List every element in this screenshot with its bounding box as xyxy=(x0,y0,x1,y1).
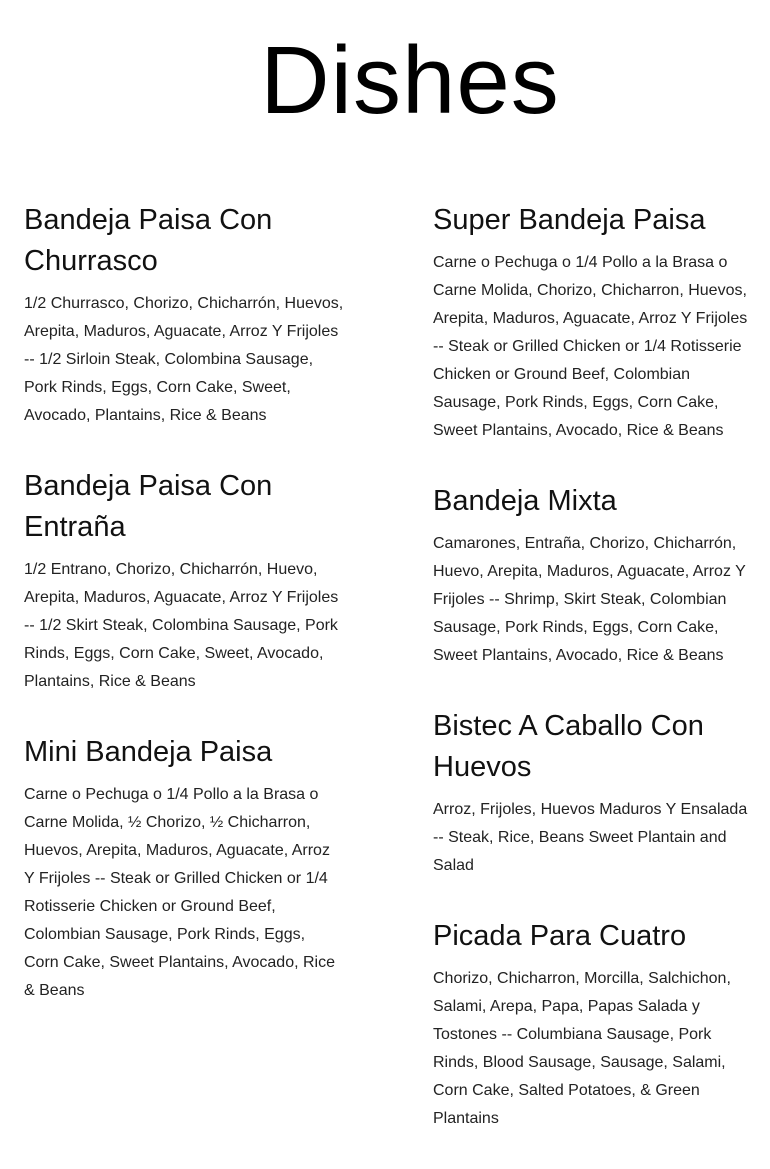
dish-item xyxy=(24,466,344,696)
dish-name: Super Bandeja Paisa xyxy=(433,204,706,236)
dish-item xyxy=(433,200,753,445)
dish-description: Carne o Pechuga o 1/4 Pollo a la Brasa o Carne Molida, Chorizo, Chicharron, Huevos, Arepita, Maduros, Aguacate, Arroz Y Frijoles -- Steak or Grilled Chicken or 1/4 Rotisserie Chicken or Ground Beef, Colombian Sausage, Pork Rinds, Eggs, Corn Cake, Sweet Plantains, Avocado, Rice & Beans xyxy=(433,254,748,439)
dish-name: Bandeja Paisa Con Churrasco xyxy=(24,204,273,277)
dish-name: Bandeja Mixta xyxy=(433,485,617,517)
dish-description: Chorizo, Chicharron, Morcilla, Salchichon, Salami, Arepa, Papa, Papas Salada y Tostones -- Columbiana Sausage, Pork Rinds, Blood Sausage, Sausage, Salami, Corn Cake, Salted Potatoes, & Green Plantains xyxy=(433,970,731,1127)
dish-item xyxy=(433,916,753,1133)
dish-name: Bistec A Caballo Con Huevos xyxy=(433,710,704,783)
dish-item xyxy=(24,732,344,1005)
dish-description: Arroz, Frijoles, Huevos Maduros Y Ensalada -- Steak, Rice, Beans Sweet Plantain and Salad xyxy=(433,801,748,874)
dish-name: Mini Bandeja Paisa xyxy=(24,736,273,768)
right-dish-column xyxy=(433,200,753,1169)
left-dish-column xyxy=(24,200,344,1041)
dish-description: 1/2 Churrasco, Chorizo, Chicharrón, Huevos, Arepita, Maduros, Aguacate, Arroz Y Frijoles -- 1/2 Sirloin Steak, Colombina Sausage, Pork Rinds, Eggs, Corn Cake, Sweet, Avocado, Plantains, Rice & Beans xyxy=(24,295,344,424)
page-title: Dishes xyxy=(260,27,560,134)
dish-item xyxy=(433,706,753,880)
dish-description: Carne o Pechuga o 1/4 Pollo a la Brasa o Carne Molida, ½ Chorizo, ½ Chicharron, Huevos, Arepita, Maduros, Aguacate, Arroz Y Frijoles -- Steak or Grilled Chicken or 1/4 Rotisserie Chicken or Ground Beef, Colombian Sausage, Pork Rinds, Eggs, Corn Cake, Sweet Plantains, Avocado, Rice & Beans xyxy=(24,786,335,999)
dish-description: Camarones, Entraña, Chorizo, Chicharrón, Huevo, Arepita, Maduros, Aguacate, Arroz Y Frijoles -- Shrimp, Skirt Steak, Colombian Sausage, Pork Rinds, Eggs, Corn Cake, Sweet Plantains, Avocado, Rice & Beans xyxy=(433,535,746,664)
dish-name: Bandeja Paisa Con Entraña xyxy=(24,470,273,543)
dish-item xyxy=(24,200,344,430)
dish-name: Picada Para Cuatro xyxy=(433,920,687,952)
dish-description: 1/2 Entrano, Chorizo, Chicharrón, Huevo, Arepita, Maduros, Aguacate, Arroz Y Frijoles -- 1/2 Skirt Steak, Colombina Sausage, Pork Rinds, Eggs, Corn Cake, Sweet, Avocado, Plantains, Rice & Beans xyxy=(24,561,339,690)
dish-item xyxy=(433,481,753,670)
